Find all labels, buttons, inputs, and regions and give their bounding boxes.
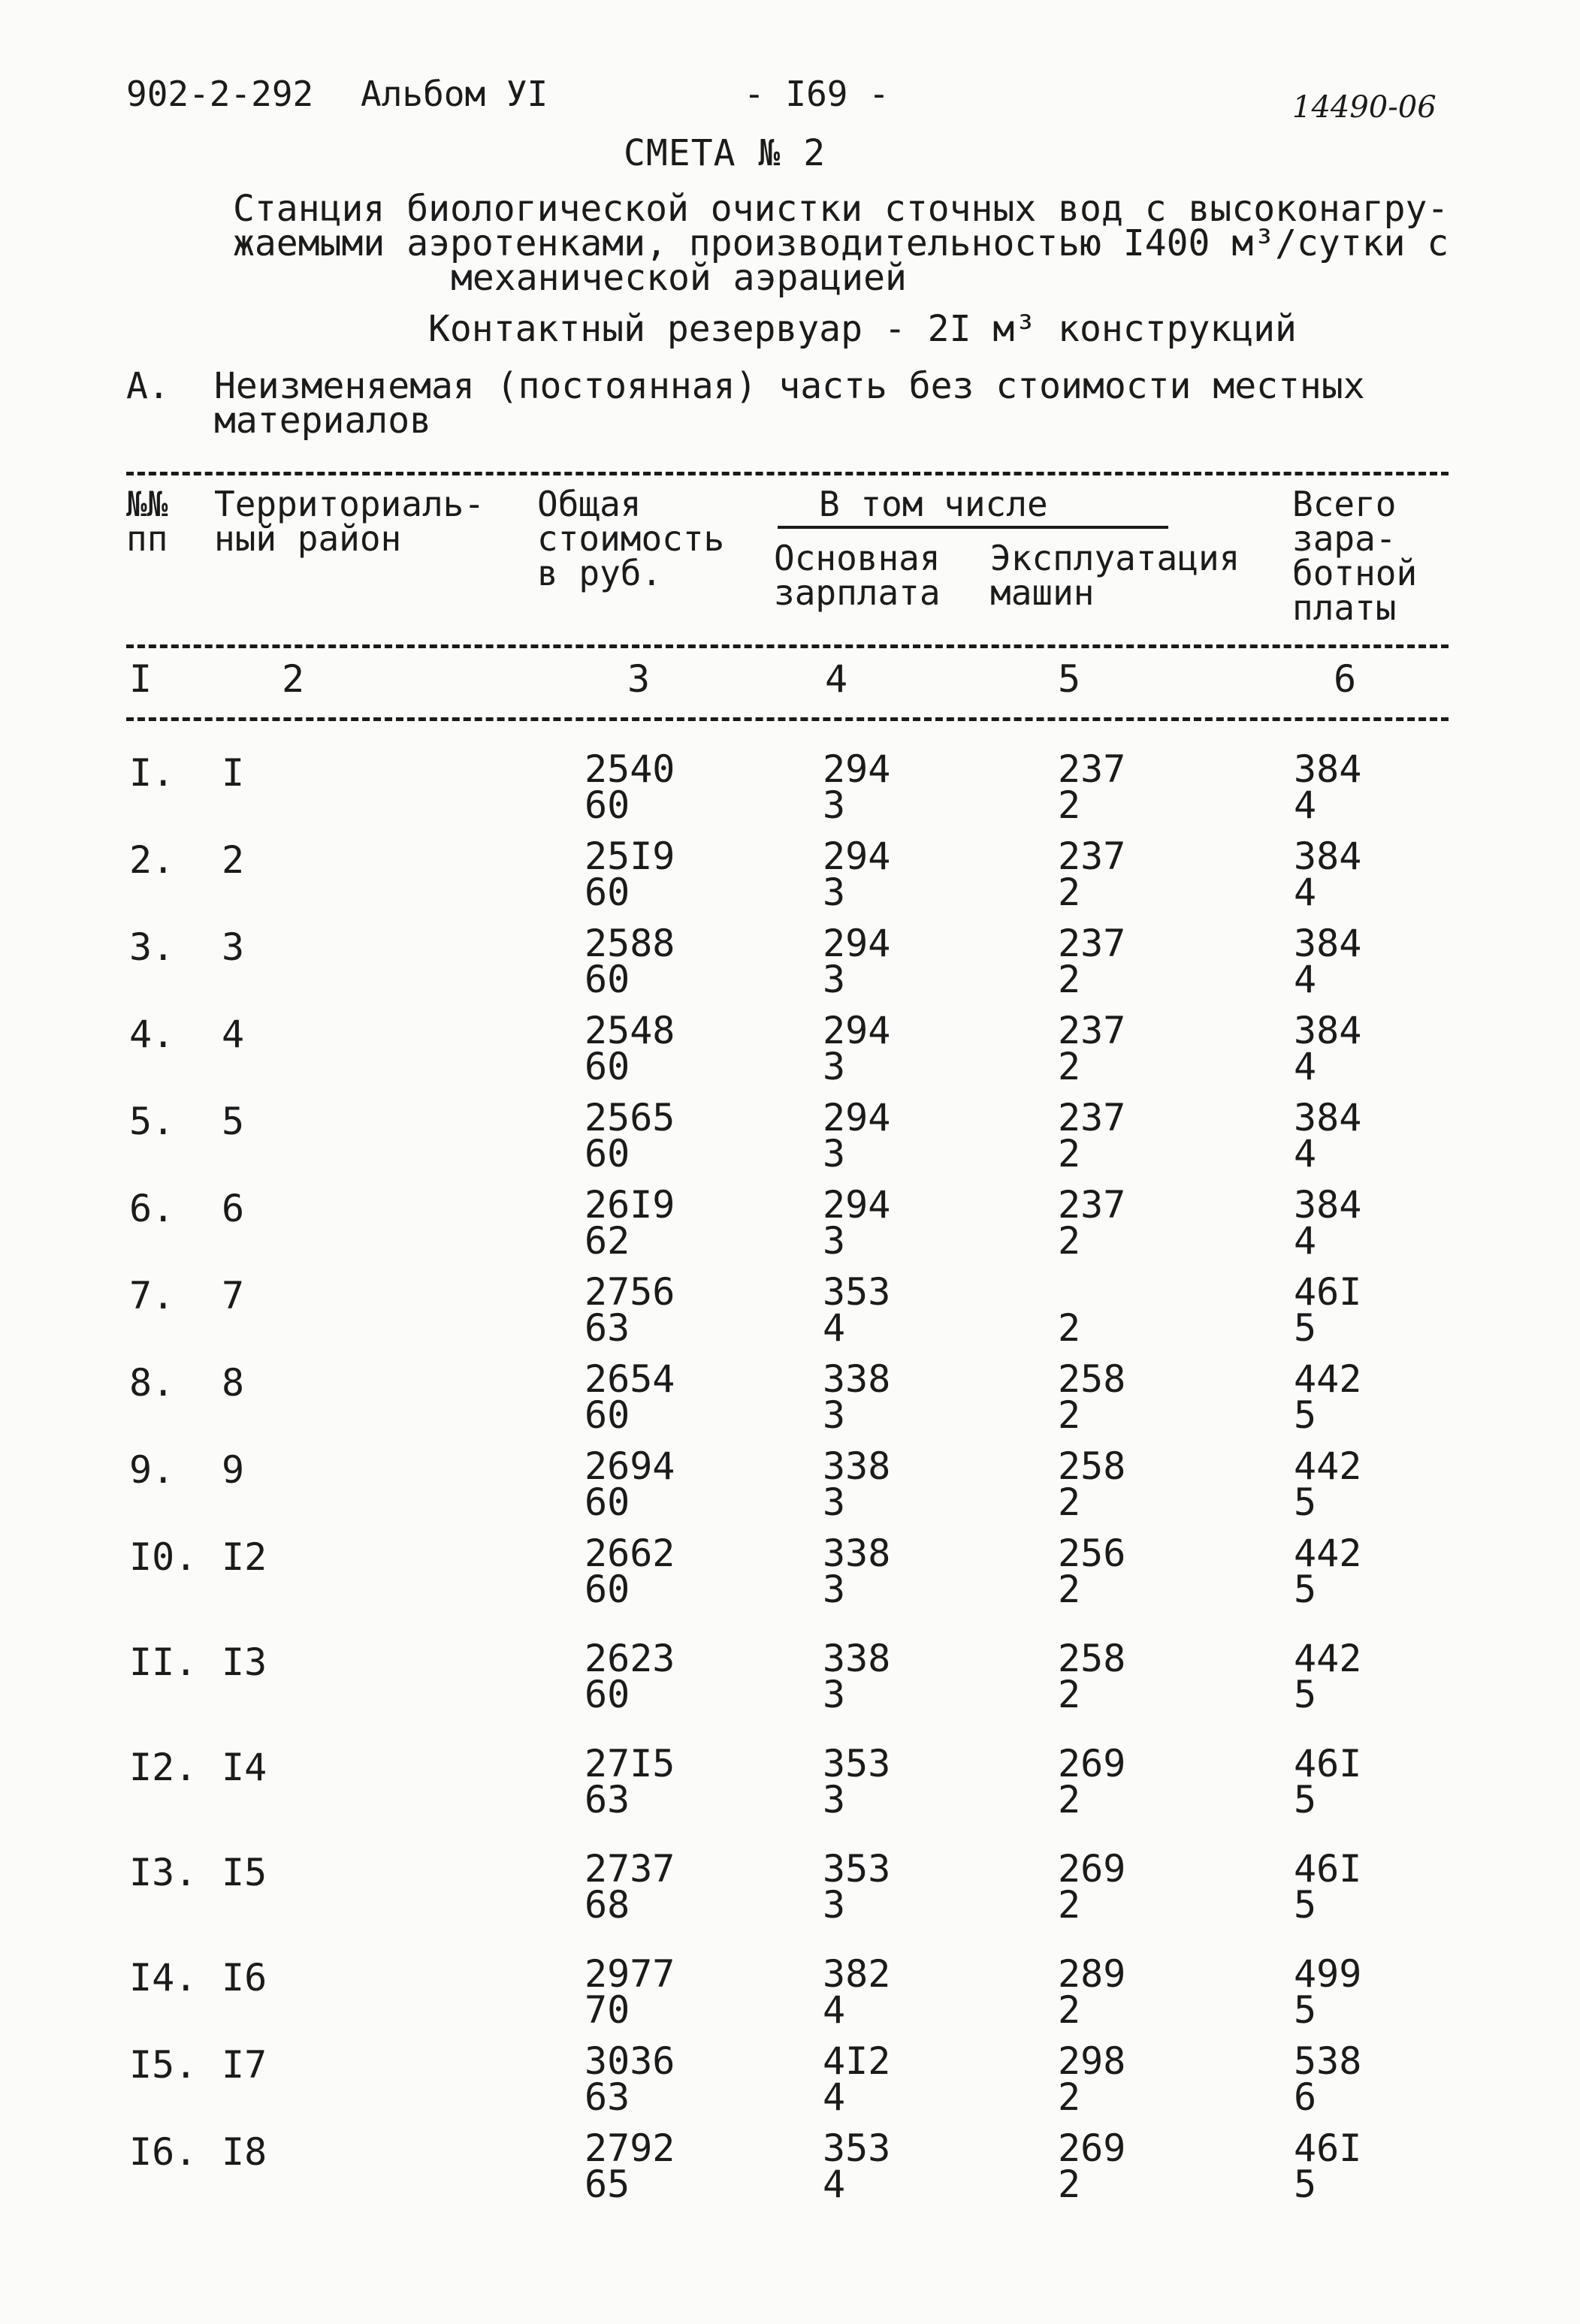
row-region: 2 [222,838,245,882]
row-number: 2. [129,838,175,882]
row-mach-main: 269 [1058,1847,1126,1891]
row-wage-cell [823,1637,891,1716]
row-number: 8. [129,1361,175,1405]
row-wage-cell [823,2039,891,2119]
row-wage-cell [823,1270,891,1350]
row-wage-cell [823,1742,891,1821]
row-number: I2. [129,1746,198,1789]
row-mach-main: 289 [1058,1952,1126,1996]
row-all-cell [1294,747,1362,827]
row-total-main: 25I9 [585,835,675,878]
row-all-cell [1294,1444,1362,1524]
row-region: I7 [222,2043,267,2087]
row-number: 4. [129,1013,175,1056]
col-numbers-bottom-rule [126,717,1449,721]
row-mach-main: 237 [1058,1009,1126,1052]
row-mach-cell [1058,922,1126,1001]
row-mach-main: 298 [1058,2039,1126,2083]
row-wage-sub: 4 [823,2163,846,2206]
row-all-cell [1294,1742,1362,1821]
row-all-main: 442 [1294,1444,1362,1488]
row-mach-cell [1058,1357,1126,1437]
row-mach-sub: 2 [1058,1306,1081,1350]
row-all-cell [1294,922,1362,1001]
row-total-sub: 60 [585,1673,630,1716]
row-all-main: 384 [1294,747,1362,791]
row-all-main: 46I [1294,1742,1362,1785]
header-group-underline [778,526,1168,529]
row-all-sub: 4 [1294,1219,1317,1263]
row-region: I4 [222,1746,267,1789]
row-all-cell [1294,1096,1362,1176]
row-all-main: 46I [1294,1270,1362,1314]
row-all-main: 46I [1294,1847,1362,1891]
row-all-sub: 6 [1294,2075,1317,2119]
row-wage-main: 338 [823,1444,891,1488]
row-mach-cell [1058,1274,1081,1350]
row-region: 4 [222,1013,245,1056]
row-total-cell [585,1444,675,1524]
row-all-cell [1294,1357,1362,1437]
col-number-1: I [129,657,153,701]
row-all-main: 46I [1294,2126,1362,2170]
subtitle-line-1: Станция биологической очистки сточных вод с высоконагру- [233,188,1449,230]
row-all-main: 442 [1294,1532,1362,1575]
row-number: I0. [129,1535,198,1579]
row-region: 7 [222,1274,245,1317]
row-wage-sub: 3 [823,1778,846,1821]
row-region: 3 [222,925,245,969]
row-wage-cell [823,922,891,1001]
row-total-sub: 60 [585,1393,630,1437]
row-region: 5 [222,1100,245,1143]
row-wage-main: 338 [823,1357,891,1401]
row-all-cell [1294,1847,1362,1927]
row-mach-sub: 2 [1058,1883,1081,1927]
row-total-sub: 60 [585,783,630,827]
row-region: I3 [222,1640,267,1684]
row-all-cell [1294,2126,1362,2206]
row-all-cell [1294,1183,1362,1263]
row-total-cell [585,1357,675,1437]
row-all-main: 384 [1294,835,1362,878]
section-line-1: Неизменяемая (постоянная) часть без стоимости местных [214,365,1365,407]
header-all-wage: Всего зара- ботной платы [1292,484,1418,628]
row-total-sub: 60 [585,1045,630,1088]
row-total-sub: 60 [585,958,630,1001]
row-wage-sub: 3 [823,1673,846,1716]
section-line-2: материалов [214,400,431,442]
row-region: 8 [222,1361,245,1405]
row-mach-cell [1058,1532,1126,1611]
row-region: 6 [222,1187,245,1230]
row-mach-sub: 2 [1058,1568,1081,1611]
row-mach-main: 269 [1058,1742,1126,1785]
row-wage-sub: 4 [823,2075,846,2119]
row-all-sub: 5 [1294,2163,1317,2206]
row-mach-main [1058,1274,1080,1310]
row-total-sub: 68 [585,1883,630,1927]
row-mach-sub: 2 [1058,871,1081,914]
row-total-cell [585,1009,675,1088]
row-number: I5. [129,2043,198,2087]
row-wage-cell [823,1532,891,1611]
row-mach-sub: 2 [1058,1393,1081,1437]
row-mach-cell [1058,1444,1126,1524]
row-wage-cell [823,835,891,914]
row-wage-sub: 3 [823,958,846,1001]
row-all-sub: 4 [1294,783,1317,827]
row-mach-cell [1058,1637,1126,1716]
row-mach-cell [1058,747,1126,827]
row-number: I3. [129,1851,198,1894]
row-mach-cell [1058,1742,1126,1821]
row-mach-cell [1058,1952,1126,2032]
row-mach-sub: 2 [1058,1480,1081,1524]
header-group: В том числе [819,484,1048,524]
row-mach-main: 269 [1058,2126,1126,2170]
row-all-sub: 5 [1294,1393,1317,1437]
row-mach-cell [1058,835,1126,914]
col-number-6: 6 [1334,657,1357,701]
row-region: I5 [222,1851,267,1894]
row-wage-sub: 3 [823,1393,846,1437]
row-total-cell [585,1742,675,1821]
row-wage-main: 294 [823,1183,891,1227]
row-total-sub: 60 [585,1132,630,1176]
row-number: 6. [129,1187,175,1230]
row-wage-main: 4I2 [823,2039,891,2083]
row-total-cell [585,922,675,1001]
row-wage-main: 338 [823,1637,891,1680]
row-mach-main: 258 [1058,1637,1126,1680]
row-total-sub: 60 [585,1568,630,1611]
row-region: 9 [222,1448,245,1492]
header-wage: Основная зарплата [774,538,941,613]
row-wage-cell [823,1009,891,1088]
row-total-cell [585,747,675,827]
row-all-sub: 4 [1294,958,1317,1001]
row-mach-sub: 2 [1058,1778,1081,1821]
row-wage-cell [823,1357,891,1437]
row-total-cell [585,1270,675,1350]
row-wage-cell [823,747,891,827]
row-mach-cell [1058,1096,1126,1176]
row-total-cell [585,1532,675,1611]
row-all-main: 499 [1294,1952,1362,1996]
row-total-cell [585,1096,675,1176]
row-total-main: 2623 [585,1637,675,1680]
row-all-sub: 5 [1294,1568,1317,1611]
row-total-main: 2540 [585,747,675,791]
row-all-cell [1294,1532,1362,1611]
col-number-3: 3 [627,657,651,701]
row-region: I [222,751,245,795]
row-wage-sub: 3 [823,1568,846,1611]
row-total-main: 2792 [585,2126,675,2170]
row-region: I2 [222,1535,267,1579]
row-total-cell [585,2039,675,2119]
row-all-main: 442 [1294,1637,1362,1680]
row-mach-cell [1058,2126,1126,2206]
row-mach-main: 258 [1058,1357,1126,1401]
row-total-sub: 70 [585,1988,630,2032]
row-wage-sub: 3 [823,1219,846,1263]
header-bottom-rule [126,644,1449,648]
row-total-cell [585,1952,675,2032]
table-top-rule [126,472,1449,475]
row-number: 7. [129,1274,175,1317]
row-all-sub: 4 [1294,1132,1317,1176]
row-all-cell [1294,2039,1362,2119]
row-all-cell [1294,1270,1362,1350]
row-mach-cell [1058,1183,1126,1263]
row-wage-sub: 3 [823,1132,846,1176]
row-wage-sub: 4 [823,1306,846,1350]
row-wage-cell [823,1444,891,1524]
row-total-cell [585,1637,675,1716]
document-title: СМЕТА № 2 [624,132,826,174]
row-all-sub: 5 [1294,1883,1317,1927]
subtitle-line-2: жаемыми аэротенками, производительностью I400 м³/сутки с [233,222,1449,264]
row-total-sub: 63 [585,1306,630,1350]
row-all-main: 384 [1294,1009,1362,1052]
page-number: - I69 - [744,74,890,114]
row-wage-main: 294 [823,922,891,965]
subtitle-line-3: механической аэрацией [451,257,907,299]
row-all-sub: 4 [1294,1045,1317,1088]
row-all-sub: 5 [1294,1673,1317,1716]
row-total-main: 2694 [585,1444,675,1488]
row-total-main: 2654 [585,1357,675,1401]
row-number: I. [129,751,175,795]
row-all-cell [1294,1952,1362,2032]
row-wage-main: 382 [823,1952,891,1996]
row-all-main: 384 [1294,922,1362,965]
row-total-sub: 65 [585,2163,630,2206]
row-mach-sub: 2 [1058,2163,1081,2206]
row-total-main: 2548 [585,1009,675,1052]
row-wage-sub: 3 [823,1045,846,1088]
row-number: 3. [129,925,175,969]
row-wage-cell [823,1847,891,1927]
row-number: 9. [129,1448,175,1492]
row-wage-main: 353 [823,2126,891,2170]
row-all-cell [1294,1637,1362,1716]
row-total-main: 2977 [585,1952,675,1996]
row-total-main: 27I5 [585,1742,675,1785]
row-total-sub: 63 [585,1778,630,1821]
row-all-sub: 5 [1294,1988,1317,2032]
row-wage-main: 353 [823,1847,891,1891]
object-line: Контактный резервуар - 2I м³ конструкций [428,308,1297,350]
row-mach-cell [1058,1847,1126,1927]
row-wage-main: 294 [823,747,891,791]
row-total-main: 2756 [585,1270,675,1314]
row-all-sub: 5 [1294,1778,1317,1821]
row-all-cell [1294,835,1362,914]
row-mach-sub: 2 [1058,1132,1081,1176]
row-wage-sub: 3 [823,783,846,827]
row-mach-main: 237 [1058,747,1126,791]
row-wage-main: 353 [823,1270,891,1314]
archive-stamp: 14490-06 [1292,90,1437,125]
row-mach-main: 256 [1058,1532,1126,1575]
row-wage-sub: 3 [823,871,846,914]
row-total-main: 26I9 [585,1183,675,1227]
header-region: Территориаль- ный район [214,484,485,559]
row-mach-main: 237 [1058,835,1126,878]
row-number: 5. [129,1100,175,1143]
row-mach-cell [1058,1009,1126,1088]
col-number-4: 4 [825,657,848,701]
document-code: 902-2-292 [126,74,314,114]
row-wage-cell [823,1952,891,2032]
row-wage-main: 338 [823,1532,891,1575]
row-mach-sub: 2 [1058,1045,1081,1088]
row-wage-sub: 3 [823,1883,846,1927]
row-mach-cell [1058,2039,1126,2119]
col-number-2: 2 [282,657,305,701]
row-mach-sub: 2 [1058,1219,1081,1263]
row-wage-main: 353 [823,1742,891,1785]
col-number-5: 5 [1058,657,1081,701]
row-all-main: 384 [1294,1183,1362,1227]
row-wage-cell [823,2126,891,2206]
row-mach-main: 237 [1058,922,1126,965]
row-all-main: 442 [1294,1357,1362,1401]
header-machines: Эксплуатация машин [990,538,1240,613]
row-total-sub: 63 [585,2075,630,2119]
row-mach-sub: 2 [1058,2075,1081,2119]
row-total-cell [585,1847,675,1927]
row-total-sub: 62 [585,1219,630,1263]
row-wage-sub: 3 [823,1480,846,1524]
row-mach-main: 258 [1058,1444,1126,1488]
row-total-main: 2737 [585,1847,675,1891]
row-mach-sub: 2 [1058,1988,1081,2032]
row-wage-cell [823,1183,891,1263]
header-num: №№ пп [126,484,168,559]
row-all-cell [1294,1009,1362,1088]
row-mach-main: 237 [1058,1183,1126,1227]
row-mach-main: 237 [1058,1096,1126,1139]
row-wage-cell [823,1096,891,1176]
row-number: II. [129,1640,198,1684]
section-letter: А. [126,365,170,407]
row-region: I8 [222,2130,267,2174]
row-total-cell [585,2126,675,2206]
row-all-main: 538 [1294,2039,1362,2083]
header-total: Общая стоимость в руб. [537,484,725,593]
row-all-sub: 5 [1294,1306,1317,1350]
row-wage-sub: 4 [823,1988,846,2032]
row-all-sub: 4 [1294,871,1317,914]
row-total-main: 2565 [585,1096,675,1139]
row-total-sub: 60 [585,871,630,914]
row-total-main: 2662 [585,1532,675,1575]
album-label: Альбом УI [361,74,548,114]
row-number: I6. [129,2130,198,2174]
row-total-sub: 60 [585,1480,630,1524]
row-mach-sub: 2 [1058,1673,1081,1716]
row-region: I6 [222,1956,267,2000]
row-wage-main: 294 [823,835,891,878]
row-all-main: 384 [1294,1096,1362,1139]
row-total-main: 3036 [585,2039,675,2083]
row-all-sub: 5 [1294,1480,1317,1524]
row-wage-main: 294 [823,1009,891,1052]
row-mach-sub: 2 [1058,958,1081,1001]
row-total-cell [585,1183,675,1263]
row-total-cell [585,835,675,914]
row-wage-main: 294 [823,1096,891,1139]
row-number: I4. [129,1956,198,2000]
row-total-main: 2588 [585,922,675,965]
row-mach-sub: 2 [1058,783,1081,827]
